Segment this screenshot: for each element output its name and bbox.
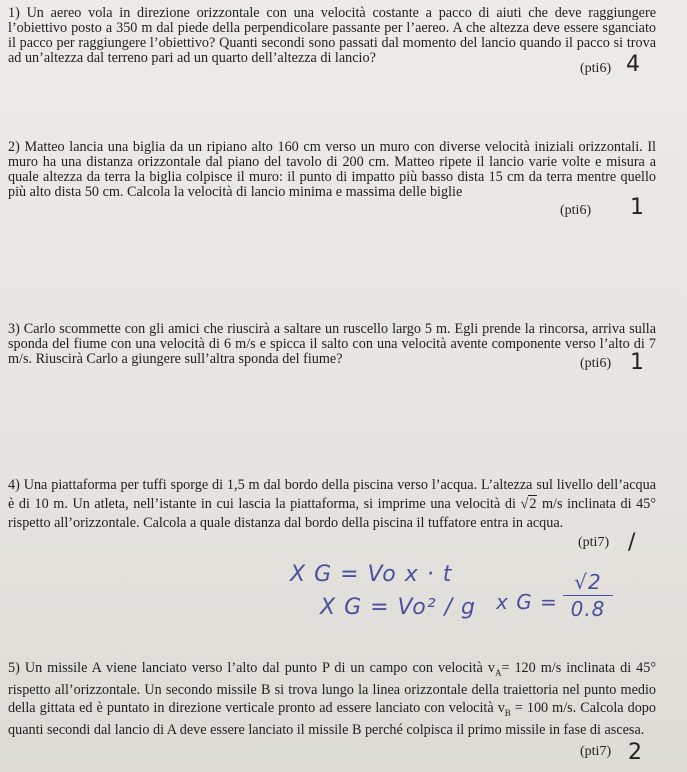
problem-4-score: / — [628, 530, 636, 555]
problem-5-points: (pti7) — [580, 744, 612, 759]
problem-4 — [8, 476, 656, 533]
subscript-a: A — [494, 667, 502, 678]
problem-5-text-b: = 120 m/s inclinata di 45° rispetto all’orizzontale. Un secondo missile B si trova lungo la linea orizzontale della traiettoria nel punto medio della gittata ed è puntato in direzione verticale pronto ad essere lanciato con velocità v — [8, 660, 656, 716]
handwriting-line-1: X G = Vo x · t — [290, 562, 453, 587]
problem-5-text — [8, 660, 656, 740]
sqrt-radicand: 2 — [529, 496, 537, 512]
problem-3-score: 1 — [630, 350, 644, 375]
handwriting-fraction-numerator: √2 — [574, 570, 602, 594]
problem-2-points: (pti6) — [560, 203, 592, 218]
handwriting-line-2: X G = Vo² / g — [320, 595, 476, 620]
problem-2 — [8, 140, 656, 200]
problem-2-score: 1 — [630, 195, 644, 220]
problem-3 — [8, 322, 656, 367]
problem-4-text-b: m/s inclinata di 45° rispetto all’orizzontale. Calcola a quale distanza dal bordo della piscina il tuffatore entra in acqua. — [8, 496, 656, 531]
problem-3-text: 3) Carlo scommette con gli amici che riuscirà a saltare un ruscello largo 5 m. Egli prende la rincorsa, arriva sulla sponda del fiume con una velocità di 6 m/s e spicca il salto con una velocità avente componente verso l’alto di 7 m/s. Riuscirà Carlo a giungere sull’altra sponda del fiume? — [8, 321, 656, 367]
handwriting-line-3-lhs: x G = — [496, 590, 558, 614]
problem-3-points: (pti6) — [580, 356, 612, 371]
problem-5 — [8, 660, 656, 740]
problem-4-text — [8, 476, 656, 533]
subscript-b: B — [504, 707, 511, 718]
handwriting-fraction-denominator: 0.8 — [570, 597, 606, 621]
problem-1-points: (pti6) — [580, 61, 612, 76]
handwriting-fraction-bar — [563, 595, 613, 596]
problem-1 — [8, 6, 656, 66]
problem-4-points: (pti7) — [578, 535, 610, 550]
problem-5-text-c: = 100 m/s. Calcola dopo quanti secondi dal lancio di A deve essere lanciato il missile B perché colpisca il primo missile in fase di ascesa. — [8, 699, 656, 739]
problem-2-text: 2) Matteo lancia una biglia da un ripiano alto 160 cm verso un muro con diverse velocità iniziali orizzontali. Il muro ha una distanza orizzontale dal piano del tavolo di 200 cm. Matteo ripete il lancio varie volte e misura a quale altezza da terra la biglia colpisce il muro: il punto di impatto più basso dista 15 cm da terra mentre quello più alto dista 50 cm. Calcola la velocità di lancio minima e massima delle biglie — [8, 139, 656, 200]
problem-1-score: 4 — [626, 52, 640, 77]
problem-1-text: 1) Un aereo vola in direzione orizzontale con una velocità costante a pacco di aiuti che deve raggiungere l’obiettivo posto a 350 m dal piede della perpendicolare passante per l’aereo. A che altezza deve essere sganciato il pacco per raggiungere l’obiettivo? Quanti secondi sono passati dal momento del lancio quando il pacco si trova ad un’altezza dal terreno pari ad un quarto dell’altezza di lancio? — [8, 5, 656, 66]
handwriting-fraction — [563, 570, 613, 621]
problem-5-text-a: 5) Un missile A viene lanciato verso l’alto dal punto P di un campo con velocità v — [8, 660, 495, 676]
problem-4-text-a: 4) Una piattaforma per tuffi sporge di 1,5 m dal bordo della piscina verso l’acqua. L’altezza sul livello dell’acqua è di 10 m. Un atleta, nell’istante in cui lascia la piattaforma, si imprime una velocità di — [8, 477, 656, 512]
sqrt-symbol: √2 — [520, 496, 537, 512]
problem-5-score: 2 — [628, 740, 642, 765]
